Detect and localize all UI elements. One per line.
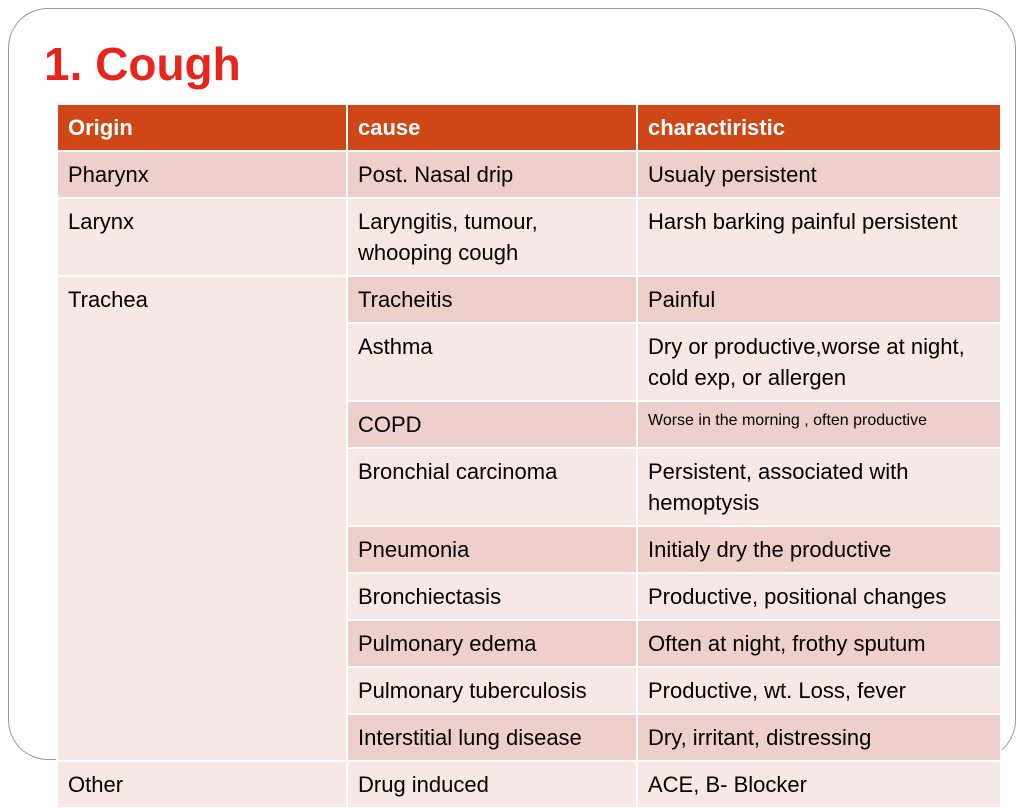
table-header-row: [57, 104, 1001, 151]
cell-origin: Pharynx: [57, 151, 347, 198]
header-characteristic: charactiristic: [637, 104, 1001, 151]
cell-cause: Drug induced: [347, 761, 637, 808]
cell-characteristic: Initialy dry the productive: [637, 526, 1001, 573]
table-row: [57, 198, 1001, 276]
cell-origin: Larynx: [57, 198, 347, 276]
cell-origin: Trachea: [57, 276, 347, 761]
cell-characteristic: Often at night, frothy sputum: [637, 620, 1001, 667]
header-origin: Origin: [57, 104, 347, 151]
cell-cause: Bronchiectasis: [347, 573, 637, 620]
cell-characteristic: Usualy persistent: [637, 151, 1001, 198]
cell-cause: Bronchial carcinoma: [347, 448, 637, 526]
cell-characteristic: Painful: [637, 276, 1001, 323]
cell-cause: Pneumonia: [347, 526, 637, 573]
table-row: [57, 276, 1001, 323]
cell-cause: Interstitial lung disease: [347, 714, 637, 761]
cell-characteristic: Persistent, associated with hemoptysis: [637, 448, 1001, 526]
cell-characteristic: Worse in the morning , often productive: [637, 401, 1001, 448]
cell-cause: Asthma: [347, 323, 637, 401]
slide-title: 1. Cough: [44, 38, 241, 90]
cell-characteristic: Harsh barking painful persistent: [637, 198, 1001, 276]
table-row: [57, 151, 1001, 198]
cell-cause: Post. Nasal drip: [347, 151, 637, 198]
cell-cause: COPD: [347, 401, 637, 448]
header-cause: cause: [347, 104, 637, 151]
cell-characteristic: Dry or productive,worse at night, cold exp, or allergen: [637, 323, 1001, 401]
cell-characteristic: Productive, wt. Loss, fever: [637, 667, 1001, 714]
cell-characteristic: Dry, irritant, distressing: [637, 714, 1001, 761]
cell-cause: Laryngitis, tumour, whooping cough: [347, 198, 637, 276]
cell-origin: Other: [57, 761, 347, 808]
cell-characteristic: ACE, B- Blocker: [637, 761, 1001, 808]
table-row: [57, 761, 1001, 808]
cell-characteristic: Productive, positional changes: [637, 573, 1001, 620]
cough-table: [56, 103, 1002, 809]
cell-cause: Pulmonary tuberculosis: [347, 667, 637, 714]
cell-cause: Tracheitis: [347, 276, 637, 323]
cell-cause: Pulmonary edema: [347, 620, 637, 667]
